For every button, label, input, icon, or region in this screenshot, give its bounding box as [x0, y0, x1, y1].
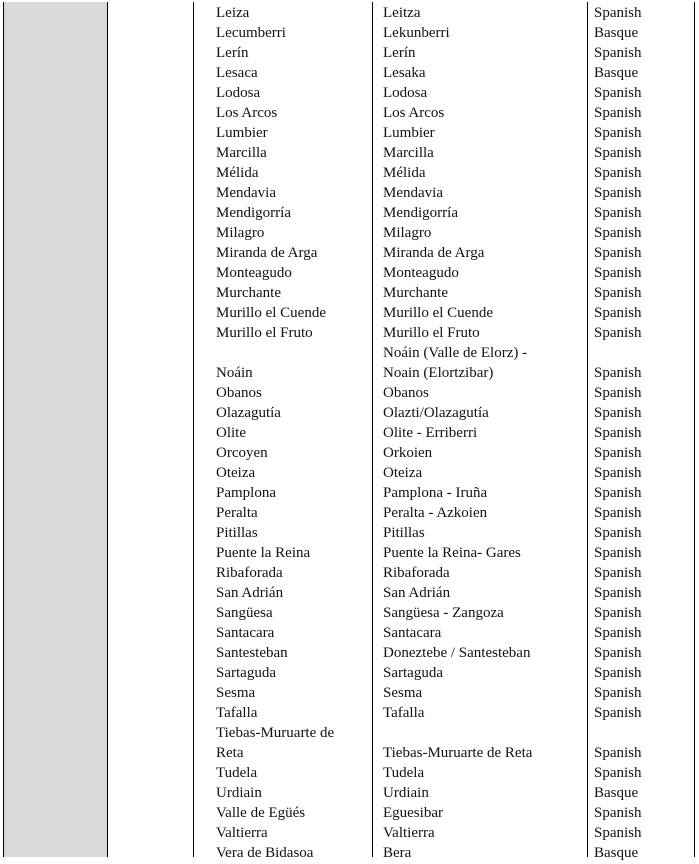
language-cell: Spanish	[594, 205, 642, 221]
official-name-cell: Sartaguda	[383, 665, 443, 681]
local-name-cell: Lodosa	[216, 85, 261, 101]
local-name-cell: Los Arcos	[216, 105, 278, 121]
language-cell: Spanish	[594, 545, 642, 561]
table-row	[0, 244, 699, 264]
table-row	[0, 604, 699, 624]
language-cell: Spanish	[594, 265, 642, 281]
language-cell: Spanish	[594, 245, 642, 261]
language-cell: Spanish	[594, 45, 642, 61]
local-name-cell: Leiza	[216, 5, 250, 21]
local-name-cell: Pamplona	[216, 485, 276, 501]
local-name-cell: Valtierra	[216, 825, 268, 841]
local-name-cell: Murillo el Cuende	[216, 305, 326, 321]
table-row	[0, 424, 699, 444]
table-row	[0, 504, 699, 524]
official-name-cell: Tudela	[383, 765, 425, 781]
official-name-cell: Olite - Erriberri	[383, 425, 478, 441]
language-cell: Spanish	[594, 105, 642, 121]
official-name-cell: Lekunberri	[383, 25, 450, 41]
language-cell: Spanish	[594, 505, 642, 521]
language-cell: Spanish	[594, 745, 642, 761]
table-row	[0, 304, 699, 324]
official-name-cell: Eguesibar	[383, 805, 443, 821]
table-row	[0, 144, 699, 164]
local-name-cell: Pitillas	[216, 525, 258, 541]
official-name-cell: San Adrián	[383, 585, 451, 601]
table-row	[0, 284, 699, 304]
official-name-cell: Mendavia	[383, 185, 443, 201]
official-name-cell: Valtierra	[383, 825, 435, 841]
table-row	[0, 544, 699, 564]
official-name-cell: Los Arcos	[383, 105, 445, 121]
local-name-cell: Lesaca	[216, 65, 258, 81]
language-cell: Basque	[594, 65, 639, 81]
language-cell: Spanish	[594, 585, 642, 601]
language-cell: Spanish	[594, 645, 642, 661]
official-name-cell: Tafalla	[383, 705, 425, 721]
language-cell: Spanish	[594, 5, 642, 21]
local-name-cell: Lumbier	[216, 125, 268, 141]
official-name-cell: Oteiza	[383, 465, 423, 481]
table-row	[0, 684, 699, 704]
local-name-cell: Mendigorría	[216, 205, 291, 221]
local-name-cell: San Adrián	[216, 585, 284, 601]
official-name-cell: Sangüesa - Zangoza	[383, 605, 504, 621]
table-row	[0, 724, 699, 764]
language-cell: Spanish	[594, 625, 642, 641]
table-row	[0, 324, 699, 344]
official-name-cell: Leitza	[383, 5, 421, 21]
local-name-cell: Puente la Reina	[216, 545, 311, 561]
official-name-cell: Murillo el Cuende	[383, 305, 493, 321]
language-cell: Spanish	[594, 385, 642, 401]
language-cell: Spanish	[594, 565, 642, 581]
local-name-cell: Ribaforada	[216, 565, 283, 581]
official-name-cell: Mendigorría	[383, 205, 458, 221]
official-name-cell: Pitillas	[383, 525, 425, 541]
table-row	[0, 624, 699, 644]
table-row	[0, 784, 699, 804]
official-name-cell: Urdiain	[383, 785, 429, 801]
official-name-cell: Noain (Elortzibar)	[383, 365, 494, 381]
language-cell: Spanish	[594, 85, 642, 101]
local-name-cell: Orcoyen	[216, 445, 268, 461]
official-name-cell: Miranda de Arga	[383, 245, 485, 261]
language-cell: Basque	[594, 785, 639, 801]
official-name-cell: Monteagudo	[383, 265, 459, 281]
local-name-cell: Olazagutía	[216, 405, 281, 421]
local-name-cell: Marcilla	[216, 145, 267, 161]
local-name-cell: Lerín	[216, 45, 249, 61]
language-cell: Spanish	[594, 165, 642, 181]
local-name-cell: Urdiain	[216, 785, 262, 801]
table-row	[0, 484, 699, 504]
local-name-cell: Santacara	[216, 625, 275, 641]
local-name-cell: Sangüesa	[216, 605, 273, 621]
official-name-cell: Ribaforada	[383, 565, 450, 581]
local-name-cell: Oteiza	[216, 465, 256, 481]
official-name-cell: Lodosa	[383, 85, 428, 101]
table-row	[0, 764, 699, 784]
table-row	[0, 4, 699, 24]
local-name-cell: Noáin	[216, 365, 253, 381]
table-row	[0, 844, 699, 864]
local-name-cell: Sesma	[216, 685, 256, 701]
table-row	[0, 384, 699, 404]
language-cell: Spanish	[594, 765, 642, 781]
language-cell: Spanish	[594, 145, 642, 161]
official-name-cell: Bera	[383, 845, 412, 861]
table-row	[0, 464, 699, 484]
table-row	[0, 204, 699, 224]
local-name-cell: Valle de Egüés	[216, 805, 306, 821]
table-row	[0, 824, 699, 844]
local-name-cell: Mendavia	[216, 185, 276, 201]
table-row	[0, 224, 699, 244]
language-cell: Spanish	[594, 525, 642, 541]
official-name-cell: Lerín	[383, 45, 416, 61]
official-name-cell: Marcilla	[383, 145, 434, 161]
table-row	[0, 644, 699, 664]
official-name-cell: Murillo el Fruto	[383, 325, 480, 341]
official-name-cell: Pamplona - Iruña	[383, 485, 488, 501]
official-name-cell: Milagro	[383, 225, 432, 241]
table-row	[0, 404, 699, 424]
table-row	[0, 664, 699, 684]
local-name-cell: Peralta	[216, 505, 258, 521]
local-name-cell: Sartaguda	[216, 665, 276, 681]
official-name-cell: Olazti/Olazagutía	[383, 405, 489, 421]
table-row	[0, 344, 699, 384]
official-name-cell: Noáin (Valle de Elorz) -	[383, 345, 528, 361]
local-name-cell: Tafalla	[216, 705, 258, 721]
language-cell: Spanish	[594, 185, 642, 201]
table-row	[0, 564, 699, 584]
table-row	[0, 444, 699, 464]
language-cell: Spanish	[594, 305, 642, 321]
language-cell: Spanish	[594, 485, 642, 501]
official-name-cell: Lumbier	[383, 125, 435, 141]
local-name-cell: Vera de Bidasoa	[216, 845, 314, 861]
language-cell: Spanish	[594, 685, 642, 701]
table-row	[0, 64, 699, 84]
official-name-cell: Puente la Reina- Gares	[383, 545, 521, 561]
local-name-cell: Santesteban	[216, 645, 288, 661]
language-cell: Spanish	[594, 325, 642, 341]
local-name-cell: Olite	[216, 425, 246, 441]
table-row	[0, 84, 699, 104]
local-name-cell: Murillo el Fruto	[216, 325, 313, 341]
table-row	[0, 584, 699, 604]
language-cell: Spanish	[594, 805, 642, 821]
local-name-cell: Murchante	[216, 285, 281, 301]
official-name-cell: Santacara	[383, 625, 442, 641]
language-cell: Spanish	[594, 125, 642, 141]
language-cell: Spanish	[594, 365, 642, 381]
local-name-cell: Milagro	[216, 225, 265, 241]
local-name-cell: Monteagudo	[216, 265, 292, 281]
language-cell: Basque	[594, 845, 639, 861]
official-name-cell: Sesma	[383, 685, 423, 701]
table-row	[0, 24, 699, 44]
official-name-cell: Mélida	[383, 165, 426, 181]
local-name-cell: Lecumberri	[216, 25, 286, 41]
language-cell: Spanish	[594, 705, 642, 721]
language-cell: Spanish	[594, 825, 642, 841]
official-name-cell: Doneztebe / Santesteban	[383, 645, 531, 661]
local-name-cell: Reta	[216, 745, 244, 761]
official-name-cell: Orkoien	[383, 445, 433, 461]
official-name-cell: Murchante	[383, 285, 448, 301]
local-name-cell: Mélida	[216, 165, 259, 181]
table-row	[0, 184, 699, 204]
local-name-cell: Miranda de Arga	[216, 245, 318, 261]
official-name-cell: Obanos	[383, 385, 429, 401]
table-row	[0, 44, 699, 64]
language-cell: Spanish	[594, 605, 642, 621]
language-cell: Spanish	[594, 405, 642, 421]
table-row	[0, 804, 699, 824]
table-row	[0, 704, 699, 724]
language-cell: Spanish	[594, 665, 642, 681]
table-row	[0, 264, 699, 284]
local-name-cell: Tudela	[216, 765, 258, 781]
table-row	[0, 164, 699, 184]
local-name-cell: Tiebas-Muruarte de	[216, 725, 335, 741]
language-cell: Spanish	[594, 285, 642, 301]
language-cell: Spanish	[594, 465, 642, 481]
language-cell: Spanish	[594, 225, 642, 241]
official-name-cell: Lesaka	[383, 65, 426, 81]
language-cell: Spanish	[594, 445, 642, 461]
table-row	[0, 124, 699, 144]
language-cell: Basque	[594, 25, 639, 41]
table-row	[0, 524, 699, 544]
language-cell: Spanish	[594, 425, 642, 441]
table-row	[0, 104, 699, 124]
local-name-cell: Obanos	[216, 385, 262, 401]
official-name-cell: Peralta - Azkoien	[383, 505, 488, 521]
official-name-cell: Tiebas-Muruarte de Reta	[383, 745, 533, 761]
